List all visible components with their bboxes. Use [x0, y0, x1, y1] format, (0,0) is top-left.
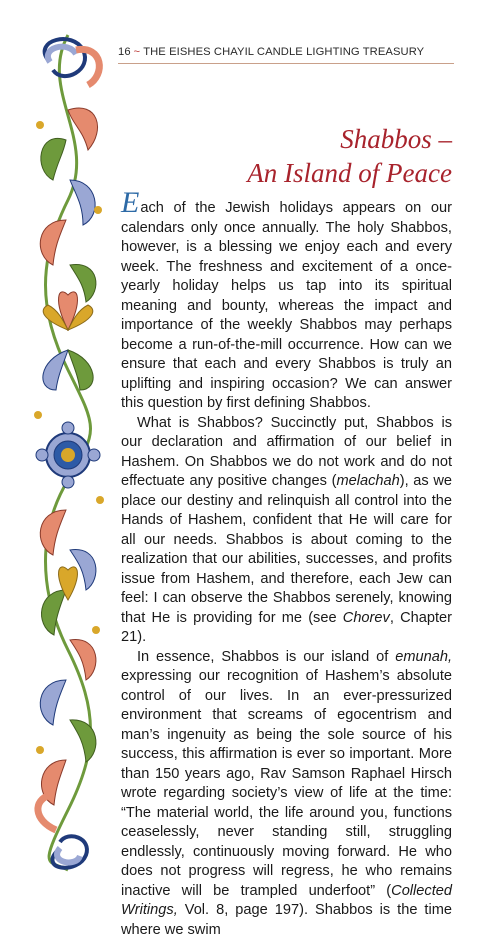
- page-number: 16: [118, 46, 131, 58]
- flourish-icon: ~: [134, 46, 141, 58]
- header-rule: [118, 63, 454, 64]
- paragraph-1: Each of the Jewish holidays appears on our calendars only once annually. The holy Shabbos, however, is a blessing we enjoy each and every week. The freshness and excitement of a once-yearly holiday helps us tap into its spiritual meaning and bounty, whereas the impact and importance of the weekly Shabbos may perhaps become a run-of-the-mill occurrence. How can we ensure that each and every Shabbos is truly an uplifting and inspiring occasion? We can answer this question by first defining Shabbos.: [121, 195, 452, 414]
- drop-cap: E: [121, 186, 139, 219]
- floral-vine-border-icon: [28, 30, 108, 875]
- chapter-title-line2: An Island of Peace: [247, 156, 452, 190]
- body-text: [121, 195, 452, 940]
- running-header: [118, 46, 454, 58]
- running-title: THE EISHES CHAYIL CANDLE LIGHTING TREASURY: [143, 46, 424, 58]
- paragraph-3: In essence, Shabbos is our island of emunah, expressing our recognition of Hashem’s absolute control of our lives. In an ever-pressurized environment that screams of egocentrism and man’s ingenuity as being the sole source of his success, this affirmation is ever so important. More than 150 years ago, Rav Samson Raphael Hirsch wrote regarding society’s view of life at the time: “The material world, the life around you, functions ceaselessly, never standing still, struggling endlessly, continuously moving forward. He who does not progress will regress, he who remains inactive will be trampled underfoot” (Collected Writings, Vol. 8, page 197). Shabbos is the time where we swim: [121, 648, 452, 940]
- chapter-title-line1: Shabbos –: [247, 122, 452, 156]
- chapter-title: [247, 122, 452, 190]
- paragraph-2: What is Shabbos? Succinctly put, Shabbos is our declaration and affirmation of our belief in Hashem. On Shabbos we do not work and do not effectuate any positive changes (melachah), as we place our destiny and relinquish all control into the Hands of Hashem, confident that He will care for all our needs. Shabbos is about coming to the realization that our abilities, successes, and profits issue from Hashem, and therefore, each Jew can feel: I can observe the Shabbos serenely, knowing that He is providing for me (see Chorev, Chapter 21).: [121, 414, 452, 648]
